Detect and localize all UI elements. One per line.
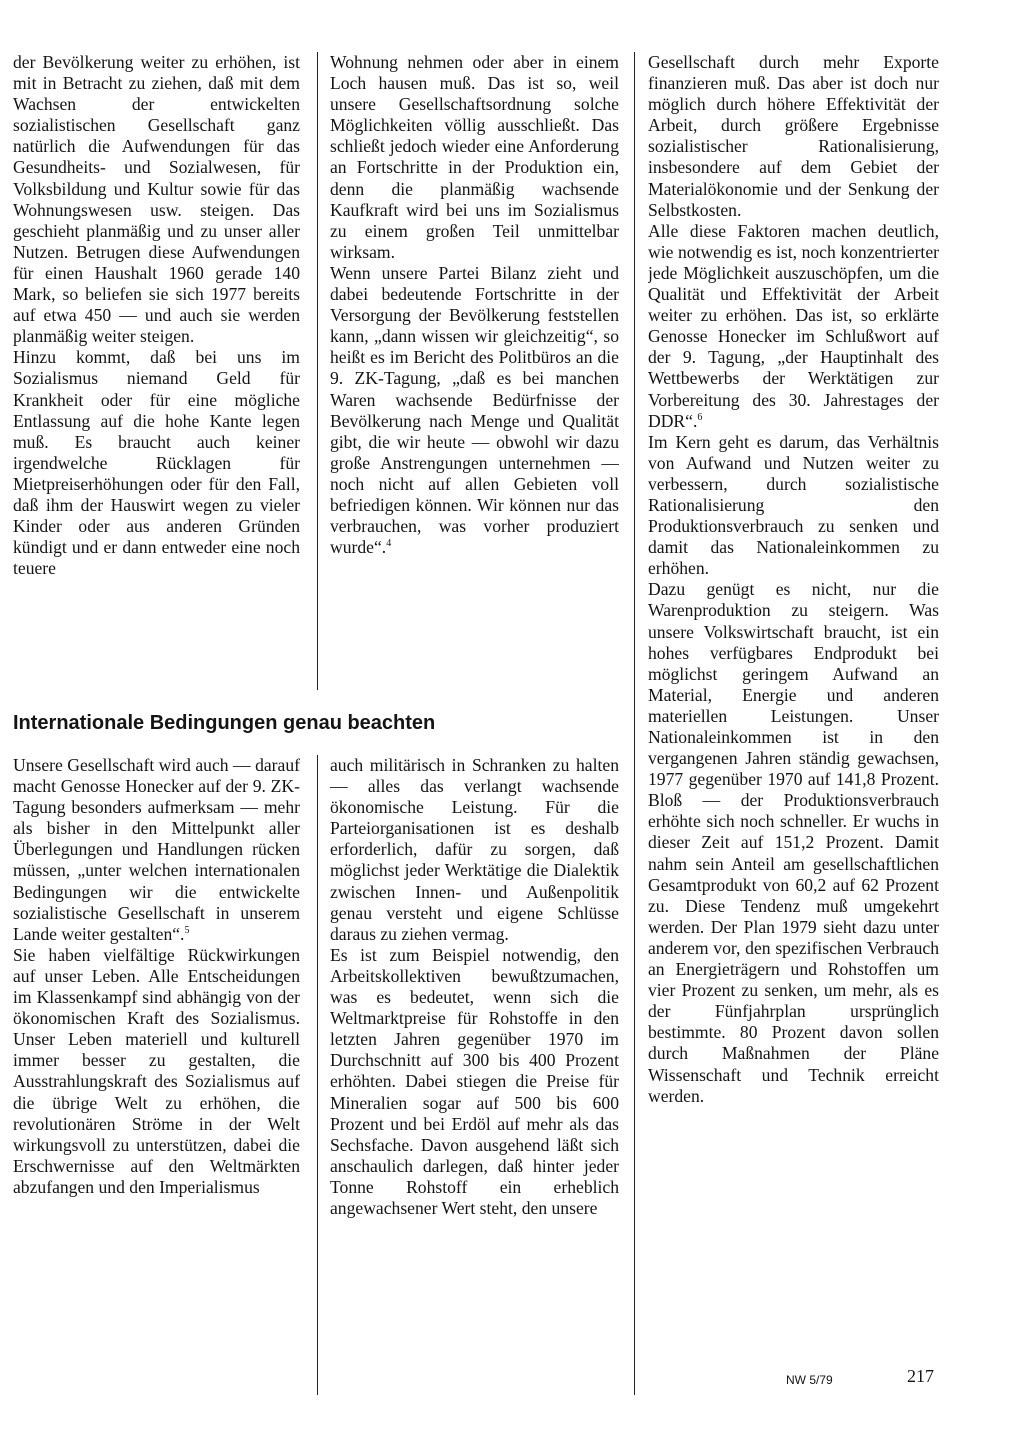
paragraph-text: Wenn unsere Partei Bilanz zieht und dabei bedeutende Fortschritte in der Versorgung der Bevölkerung feststellen kann, „dann wissen wir gleichzeitig“, so heißt es im Bericht des Politbüros an die 9. ZK-Tagung, „daß es bei manchen Waren wachsende Bedürfnisse der Bevölkerung nach Menge und Qualität gibt, die wir heute — obwohl wir dazu große Anstrengungen unternehmen — noch nicht auf allen Gebieten voll befriedigen können. Wir können nur das verbrauchen, was vorher produziert wurde“. <box>330 262 619 558</box>
page-number: 217 <box>907 1366 934 1386</box>
column-4 <box>13 755 300 1198</box>
paragraph <box>648 579 939 1106</box>
paragraph-text: der Bevölkerung weiter zu erhöhen, ist mit in Betracht zu ziehen, daß mit dem Wachsen der entwickelten sozialistischen Gesellschaft ganz natürlich die Aufwendungen für das Gesundheits- und Sozialwesen, für Volksbildung und Kultur sowie für das Wohnungswesen usw. steigen. Das geschieht planmäßig und zu unser aller Nutzen. Betrugen diese Aufwendungen für einen Haushalt 1960 gerade 140 Mark, so beliefen sie sich 1977 bereits auf etwa 450 — und auch sie werden planmäßig weiter steigen. <box>13 52 300 347</box>
paragraph-text: Alle diese Faktoren machen deutlich, wie notwendig es ist, noch konzentrierter jede Möglichkeit auszuschöpfen, um die Qualität und Effektivität der Arbeit weiter zu erhöhen. Das ist, so erklärte Genosse Honecker im Schlußwort auf der 9. Tagung, „der Hauptinhalt des Wettbewerbs der Werktätigen zur Vorbereitung des 30. Jahrestages der DDR“. <box>648 220 939 431</box>
column-1 <box>13 52 300 579</box>
paragraph <box>13 52 300 347</box>
footnote-marker: 6 <box>697 411 703 423</box>
paragraph <box>13 945 300 1198</box>
column-2 <box>330 52 619 558</box>
column-5 <box>330 755 619 1219</box>
paragraph-text: auch militärisch in Schranken zu halten — alles das verlangt wachsende ökonomische Leistung. Für die Parteiorganisationen ist es deshalb erforderlich, dafür zu sorgen, daß möglichst jeder Werktätige die Dialektik zwischen Innen- und Außenpolitik genau versteht und eigene Schlüsse daraus zu ziehen vermag. <box>330 755 619 944</box>
column-divider <box>317 52 318 690</box>
footnote-marker: 5 <box>184 924 190 936</box>
paragraph-text: Wohnung nehmen oder aber in einem Loch hausen muß. Das ist so, weil unsere Gesellschaftsordnung solche Möglichkeiten völlig ausschließt. Das schließt jedoch wieder eine Anforderung an Fortschritte in der Produktion ein, denn die planmäßig wachsende Kaufkraft wird bei uns im Sozialismus zu einem großen Teil unmittelbar wirksam. <box>330 52 619 262</box>
column-divider <box>634 52 635 1395</box>
section-heading: Internationale Bedingungen genau beachten <box>13 712 436 734</box>
paragraph <box>330 263 619 558</box>
paragraph <box>330 755 619 945</box>
footnote-marker: 4 <box>386 538 392 550</box>
paragraph-text: Sie haben vielfältige Rückwirkungen auf unser Leben. Alle Entscheidungen im Klassenkampf sind abhängig von der ökonomischen Kraft des Sozialismus. Unser Leben materiell und kulturell immer besser zu gestalten, die Ausstrahlungskraft des Sozialismus auf die übrige Welt zu erhöhen, die revolutionären Ströme in der Welt wirkungsvoll zu unterstützen, dabei die Erschwernisse auf den Weltmärkten abzufangen und den Imperialismus <box>13 944 300 1197</box>
paragraph <box>330 52 619 263</box>
paragraph <box>648 52 939 221</box>
paragraph-text: Unsere Gesellschaft wird auch — darauf macht Genosse Honecker auf der 9. ZK-Tagung besonders aufmerksam — mehr als bisher in den Mittelpunkt aller Überlegungen und Handlungen rücken müssen, „unter welchen internationalen Bedingungen wir die entwickelte sozialistische Gesellschaft in unserem Lande weiter gestalten“. <box>13 755 300 944</box>
paragraph <box>330 945 619 1219</box>
paragraph <box>13 755 300 945</box>
paragraph <box>648 432 939 580</box>
paragraph <box>13 347 300 579</box>
paragraph-text: Dazu genügt es nicht, nur die Warenproduktion zu steigern. Was unsere Volkswirtschaft braucht, ist ein hohes verfügbares Endprodukt bei möglichst geringem Aufwand an Material, Energie und anderen materiellen Leistungen. Unser Nationaleinkommen ist in den vergangenen Jahren ständig gewachsen, 1977 gegenüber 1970 auf 141,8 Prozent. Bloß — der Produktionsverbrauch erhöhte sich noch schneller. Er wuchs in dieser Zeit auf 151,2 Prozent. Damit nahm sein Anteil am gesellschaftlichen Gesamtprodukt von 60,2 auf 62 Prozent zu. Diese Tendenz muß umgekehrt werden. Der Plan 1979 sieht dazu unter anderem vor, den spezifischen Verbrauch an Energieträgern und Rohstoffen um vier Prozent zu senken, um mehr, als es der Fünfjahrplan ursprünglich bestimmte. 80 Prozent davon sollen durch Maßnahmen der Pläne Wissenschaft und Technik erreicht werden. <box>648 579 939 1106</box>
paragraph-text: Im Kern geht es darum, das Verhältnis von Aufwand und Nutzen weiter zu verbessern, durch sozialistische Rationalisierung den Produktionsverbrauch zu senken und damit das Nationaleinkommen zu erhöhen. <box>648 431 939 579</box>
column-divider <box>317 755 318 1395</box>
journal-issue-code: NW 5/79 <box>786 1373 833 1387</box>
paragraph-text: Hinzu kommt, daß bei uns im Sozialismus niemand Geld für Krankheit oder für eine mögliche Entlassung auf die hohe Kante legen muß. Es braucht auch keiner irgendwelche Rücklagen für Mietpreiserhöhungen oder für den Fall, daß ihm der Hauswirt wegen zu vieler Kinder oder aus anderen Gründen kündigt und er dann entweder eine noch teuere <box>13 347 300 579</box>
column-3 <box>648 52 939 1107</box>
paragraph-text: Es ist zum Beispiel notwendig, den Arbeitskollektiven bewußtzumachen, was es bedeutet, wenn sich die Weltmarktpreise für Rohstoffe in den letzten Jahren gegenüber 1970 im Durchschnitt auf 300 bis 400 Prozent erhöhten. Dabei stiegen die Preise für Mineralien sogar auf 500 bis 600 Prozent und bei Erdöl auf mehr als das Sechsfache. Davon ausgehend läßt sich anschaulich darlegen, daß hinter jeder Tonne Rohstoff ein erheblich angewachsener Wert steht, den unsere <box>330 944 619 1218</box>
paragraph-text: Gesellschaft durch mehr Exporte finanzieren muß. Das aber ist doch nur möglich durch höhere Effektivität der Arbeit, durch größere Ergebnisse sozialistischer Rationalisierung, insbesondere auf dem Gebiet der Materialökonomie und der Senkung der Selbstkosten. <box>648 52 939 220</box>
paragraph <box>648 221 939 432</box>
